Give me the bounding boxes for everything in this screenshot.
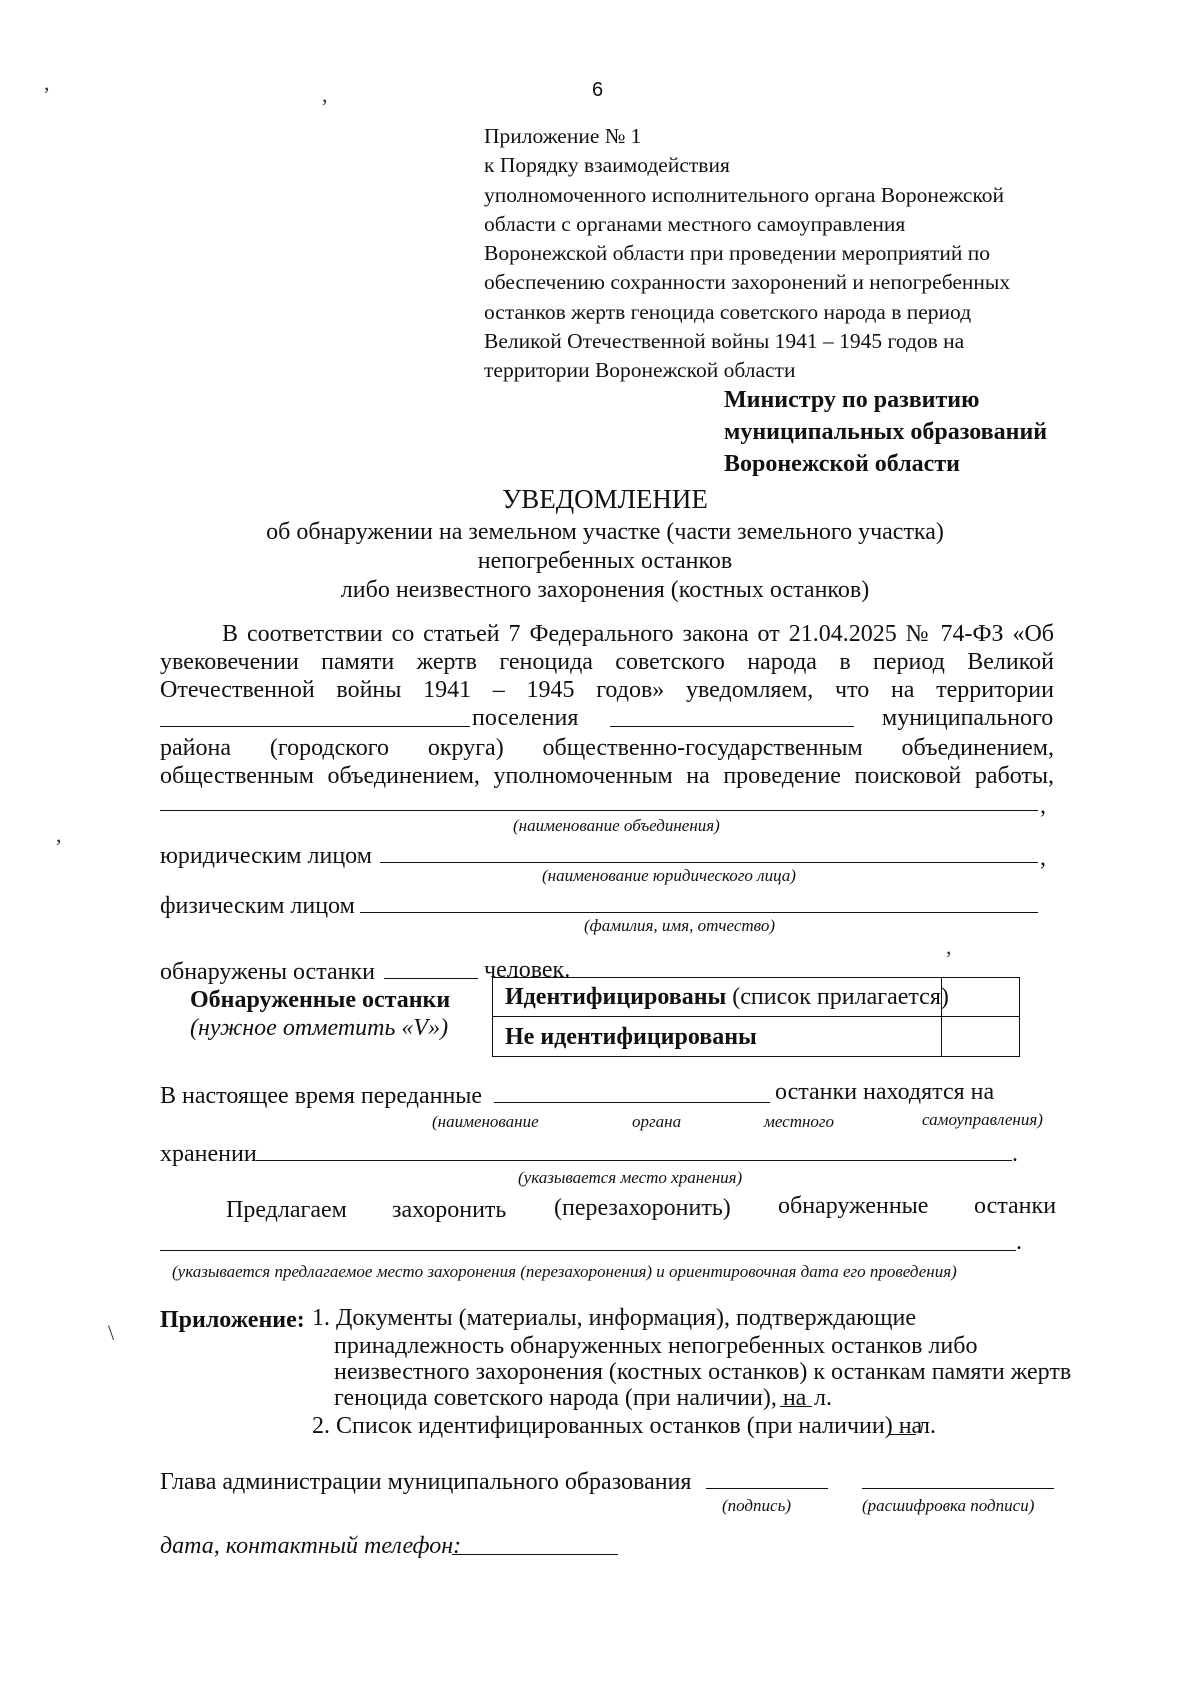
addressee-line: муниципальных образований xyxy=(724,419,1048,445)
hint-word: местного xyxy=(764,1112,835,1131)
hint-burial: (указывается предлагаемое место захоронения (перезахоронения) и ориентировочная дата его проведения) xyxy=(172,1262,957,1281)
remains-status-table xyxy=(492,977,1020,1057)
hint-storage: (указывается место хранения) xyxy=(518,1168,743,1187)
appendix-header-line: уполномоченного исполнительного органа Воронежской xyxy=(484,182,1005,207)
head-of-administration-label: Глава администрации муниципального образования xyxy=(160,1469,692,1495)
legal-entity-label: юридическим лицом xyxy=(160,843,372,869)
transfer-label-after: останки находятся на xyxy=(775,1079,995,1105)
body-line-1: В соответствии со статьей 7 Федерального закона от 21.04.2025 № 74-ФЗ «Об xyxy=(222,621,1054,647)
people-label: человек. xyxy=(484,957,571,983)
scan-speck: , xyxy=(946,934,952,959)
proposal-word: захоронить xyxy=(392,1197,507,1223)
document-title: УВЕДОМЛЕНИЕ xyxy=(502,484,708,514)
attachment-1-line: геноцида советского народа (при наличии), на xyxy=(334,1385,807,1411)
attachment-1-line: неизвестного захоронения (костных останков) к останкам памяти жертв xyxy=(334,1359,1072,1385)
appendix-header-line: Великой Отечественной войны 1941 – 1945 годов на xyxy=(484,329,965,354)
attachment-1-pages-blank[interactable] xyxy=(780,1406,812,1407)
appendix-header-line: Воронежской области при проведении мероприятий по xyxy=(484,241,991,266)
appendix-header-line: обеспечению сохранности захоронений и непогребенных xyxy=(484,270,1011,295)
association-name-blank[interactable] xyxy=(160,810,1038,811)
appendix-header-line: территории Воронежской области xyxy=(484,358,796,383)
checkbox-not-identified[interactable] xyxy=(943,1018,1017,1054)
subtitle-line: непогребенных останков xyxy=(477,548,733,574)
period: . xyxy=(1012,1141,1018,1167)
subtitle-line: либо неизвестного захоронения (костных останков) xyxy=(340,577,870,603)
addressee-line: Воронежской области xyxy=(724,451,960,477)
settlement-label: поселения xyxy=(472,705,579,731)
remains-block-hint: (нужное отметить «V») xyxy=(190,1015,449,1041)
row-not-identified: Не идентифицированы xyxy=(505,1024,757,1050)
body-line-5: района (городского округа) общественно-государственным объединением, xyxy=(160,735,1054,761)
appendix-header-line: останков жертв геноцида советского народа в период xyxy=(484,299,972,324)
row-identified xyxy=(505,983,949,1011)
proposal-word: обнаруженные xyxy=(778,1193,929,1219)
hint-signature-decode: (расшифровка подписи) xyxy=(862,1496,1035,1515)
hint-word: самоуправления) xyxy=(922,1110,1043,1129)
attachments-label: Приложение: xyxy=(160,1307,305,1333)
settlement-name-blank[interactable] xyxy=(160,726,470,727)
signature-decode-blank[interactable] xyxy=(862,1488,1054,1489)
proposal-word: (перезахоронить) xyxy=(554,1195,731,1221)
storage-label: хранении xyxy=(160,1141,257,1167)
page-number: 6 xyxy=(592,79,604,101)
date-phone-blank[interactable] xyxy=(452,1554,618,1555)
attachment-2-pages-blank[interactable] xyxy=(888,1434,916,1435)
individual-name-blank[interactable] xyxy=(360,912,1038,913)
body-line-3: Отечественной войны 1941 – 1945 годов» уведомляем, что на территории xyxy=(160,677,1054,703)
period: . xyxy=(1016,1229,1022,1255)
appendix-header-line: к Порядку взаимодействия xyxy=(484,153,730,178)
attachment-2: 2. Список идентифицированных останков (при наличии) на xyxy=(312,1413,923,1439)
hint-association: (наименование объединения) xyxy=(513,816,720,835)
attachment-1-line: 1. Документы (материалы, информация), подтверждающие xyxy=(312,1305,916,1331)
appendix-header-line: области с органами местного самоуправления xyxy=(484,211,906,236)
legal-entity-blank[interactable] xyxy=(380,862,1038,863)
proposal-word: Предлагаем xyxy=(226,1197,347,1223)
hint-word: органа xyxy=(632,1112,682,1131)
hint-individual: (фамилия, имя, отчество) xyxy=(584,916,775,935)
comma: , xyxy=(1040,793,1046,819)
municipal-district-blank[interactable] xyxy=(610,726,854,727)
body-line-2: увековечении памяти жертв геноцида советского народа в период Великой xyxy=(160,649,1054,675)
individual-label: физическим лицом xyxy=(160,893,355,919)
document-subtitle xyxy=(0,518,1200,605)
storage-place-blank[interactable] xyxy=(256,1160,1012,1161)
appendix-header-line: Приложение № 1 xyxy=(484,124,642,148)
date-phone-label: дата, контактный телефон: xyxy=(160,1533,462,1559)
scan-speck: , xyxy=(56,822,62,847)
remains-block-label: Обнаруженные останки xyxy=(190,987,451,1013)
proposal-word: останки xyxy=(974,1193,1057,1219)
pages-suffix: л. xyxy=(814,1385,832,1411)
checkbox-identified[interactable] xyxy=(943,980,1017,1014)
remains-found-label: обнаружены останки xyxy=(160,959,375,985)
scan-speck: , xyxy=(44,70,50,95)
transfer-label: В настоящее время переданные xyxy=(160,1083,483,1109)
pages-suffix: л. xyxy=(918,1413,936,1439)
remains-count-blank[interactable] xyxy=(384,978,478,979)
scan-speck: \ xyxy=(108,1320,115,1345)
signature-blank[interactable] xyxy=(706,1488,828,1489)
hint-legal-entity: (наименование юридического лица) xyxy=(542,866,796,885)
body-line-6: общественным объединением, уполномоченным на проведение поисковой работы, xyxy=(160,763,1054,789)
appendix-header xyxy=(484,122,1010,386)
comma: , xyxy=(1040,845,1046,871)
row-identified-note: (список прилагается) xyxy=(726,984,949,1010)
burial-place-blank[interactable] xyxy=(160,1250,1016,1251)
subtitle-line: об обнаружении на земельном участке (части земельного участка) xyxy=(266,519,944,545)
attachment-1-line: принадлежность обнаруженных непогребенных останков либо xyxy=(334,1333,978,1359)
hint-signature: (подпись) xyxy=(722,1496,791,1515)
scan-speck: , xyxy=(322,82,328,107)
row-identified-bold: Идентифицированы xyxy=(505,984,727,1010)
addressee xyxy=(724,384,1047,480)
municipal-label: муниципального xyxy=(882,705,1054,731)
hint-word: (наименование xyxy=(432,1112,539,1131)
addressee-line: Министру по развитию xyxy=(724,387,980,413)
local-authority-blank[interactable] xyxy=(494,1102,770,1103)
